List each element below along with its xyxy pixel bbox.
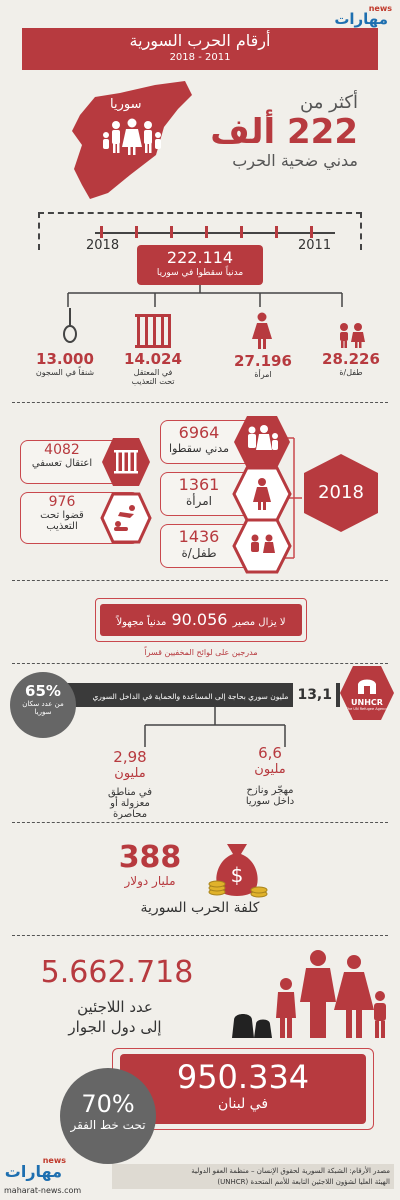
aid-text: مليون سوري بحاجة إلى المساعدة والحماية في الداخل السوري bbox=[92, 692, 289, 701]
footer-sources bbox=[112, 1164, 394, 1189]
unhcr-sub: The UN Refugee Agency bbox=[345, 707, 389, 711]
footer-line2: الهيئة العليا لشؤون اللاجئين التابعة للأمم المتحدة (UNHCR) bbox=[217, 1178, 390, 1186]
aid-value: 13,1 bbox=[293, 683, 336, 707]
headline-subtitle: مدني ضحية الحرب bbox=[232, 151, 358, 170]
unhcr-text: UNHCR bbox=[351, 698, 383, 707]
torture-label: قضوا تحت التعذيب bbox=[40, 510, 84, 532]
cost-label: كلفة الحرب السورية bbox=[140, 900, 260, 916]
logo[interactable] bbox=[336, 4, 392, 28]
headline-more-than: أكثر من bbox=[300, 92, 358, 113]
divider bbox=[12, 402, 388, 403]
besieged-label: في مناطق معزولة أو محاصرة bbox=[107, 787, 152, 820]
arrest-value: 4082 bbox=[44, 442, 80, 458]
poverty-label: تحت خط الفقر bbox=[70, 1118, 146, 1132]
breakdown-label-3: امرأة bbox=[254, 370, 272, 379]
missing-suffix: مدنياً مجهولاً bbox=[116, 617, 167, 628]
prison-icon bbox=[133, 312, 173, 350]
lebanon-box bbox=[120, 1054, 366, 1124]
children-2018-value: 1436 bbox=[178, 527, 220, 546]
refugee-family-icon bbox=[230, 948, 390, 1040]
lebanon-label: في لبنان bbox=[217, 1096, 269, 1112]
map-label: سوريا bbox=[110, 97, 142, 112]
displaced-label: مهجّر ونازح داخل سوريا bbox=[245, 785, 295, 807]
woman-2018-hex bbox=[232, 466, 292, 522]
torture-hex bbox=[100, 492, 152, 544]
headline-number: 222 ألف bbox=[210, 112, 358, 152]
year-2018-label: 2018 bbox=[318, 482, 364, 503]
cost-block bbox=[100, 842, 200, 888]
page-title: أرقام الحرب السورية bbox=[129, 31, 271, 50]
logo-top: news bbox=[368, 4, 392, 13]
family-icon-hex bbox=[232, 414, 292, 470]
title-banner bbox=[22, 28, 378, 70]
divider bbox=[12, 580, 388, 581]
divider bbox=[12, 935, 388, 936]
footer-url[interactable]: maharat-news.com bbox=[4, 1186, 82, 1195]
poverty-value: 70% bbox=[81, 1090, 135, 1118]
missing-prefix: لا يزال مصير bbox=[232, 617, 286, 628]
besieged bbox=[80, 748, 180, 820]
refugees-label2: إلى دول الجوار bbox=[68, 1018, 162, 1036]
children-2018-hex bbox=[232, 518, 292, 574]
torture-text bbox=[24, 494, 100, 532]
fallen-2018-text bbox=[164, 423, 234, 455]
footer-line1: مصدر الأرقام: الشبكة السورية لحقوق الإنسان – منظمة العفو الدولية bbox=[191, 1167, 390, 1175]
timeline-year-start: 2011 bbox=[298, 238, 332, 253]
breakdown-value-1: 13.000 bbox=[36, 350, 94, 368]
women-2018-text bbox=[164, 475, 234, 508]
cost-value: 388 bbox=[118, 840, 182, 875]
page-years: 2018 - 2011 bbox=[169, 52, 231, 63]
footer-logo[interactable] bbox=[6, 1156, 66, 1186]
displaced-value: 6,6 bbox=[258, 744, 282, 762]
poverty-circle bbox=[60, 1068, 156, 1164]
breakdown-label-1: شنقاً في السجون bbox=[35, 368, 95, 377]
children-icon bbox=[336, 322, 366, 348]
headline bbox=[198, 92, 358, 170]
footer-logo-main: مهارات bbox=[4, 1162, 62, 1181]
missing-note: مدرجين على لوائح المخفيين قسراً bbox=[144, 648, 258, 657]
women-2018-value: 1361 bbox=[178, 475, 220, 494]
unhcr-logo bbox=[338, 664, 396, 722]
fallen-2018-label: مدني سقطوا bbox=[169, 442, 229, 455]
percent-label: من عدد سكان سوريا bbox=[22, 700, 64, 716]
besieged-unit: مليون bbox=[114, 766, 146, 781]
footer-logo-top: news bbox=[42, 1156, 66, 1165]
total-label: مدنياً سقطوا في سوريا bbox=[156, 268, 244, 278]
missing-value: 90.056 bbox=[171, 610, 228, 629]
arrest-label: اعتقال تعسفي bbox=[31, 458, 93, 469]
logo-main: مهارات bbox=[334, 10, 388, 28]
aid-bar bbox=[60, 683, 340, 707]
breakdown-label-2: في المعتقل تحت التعذيب bbox=[131, 368, 175, 386]
children-2018-text bbox=[164, 527, 234, 560]
percent-value: 65% bbox=[25, 682, 61, 700]
children-2018-label: طفل/ة bbox=[181, 546, 217, 560]
breakdown-value-2: 14.024 bbox=[124, 350, 182, 368]
noose-icon bbox=[50, 308, 90, 348]
refugees-label1: عدد اللاجئين bbox=[77, 998, 153, 1016]
total-box bbox=[137, 245, 263, 285]
divider bbox=[12, 822, 388, 823]
breakdown-label-4: طفل/ة bbox=[339, 368, 363, 377]
syria-map bbox=[60, 75, 200, 205]
missing-bar bbox=[100, 604, 302, 636]
divider bbox=[12, 663, 388, 664]
refugees-value: 5.662.718 bbox=[40, 955, 194, 990]
breakdown-value-3: 27.196 bbox=[234, 352, 292, 370]
percent-circle bbox=[10, 672, 76, 738]
cost-unit: مليار دولار bbox=[124, 874, 176, 888]
timeline-ticks bbox=[100, 226, 330, 236]
svg-text:$: $ bbox=[230, 863, 244, 887]
total-value: 222.114 bbox=[166, 248, 234, 267]
woman-icon bbox=[250, 312, 274, 350]
displaced bbox=[220, 744, 320, 807]
timeline-year-end: 2018 bbox=[86, 238, 120, 253]
women-2018-label: امرأة bbox=[185, 494, 212, 508]
besieged-value: 2,98 bbox=[113, 748, 147, 766]
year-2018-hex bbox=[300, 452, 382, 534]
arrest-text bbox=[24, 442, 100, 469]
breakdown-value-4: 28.226 bbox=[322, 350, 380, 368]
displaced-unit: مليون bbox=[254, 762, 286, 777]
money-bag-icon bbox=[205, 836, 269, 900]
lebanon-value: 950.334 bbox=[176, 1058, 310, 1096]
aid-branches bbox=[140, 707, 290, 747]
torture-value: 976 bbox=[48, 494, 76, 510]
branch-lines bbox=[60, 285, 350, 307]
fallen-2018-value: 6964 bbox=[178, 423, 220, 442]
prison-2018-hex bbox=[100, 436, 152, 488]
